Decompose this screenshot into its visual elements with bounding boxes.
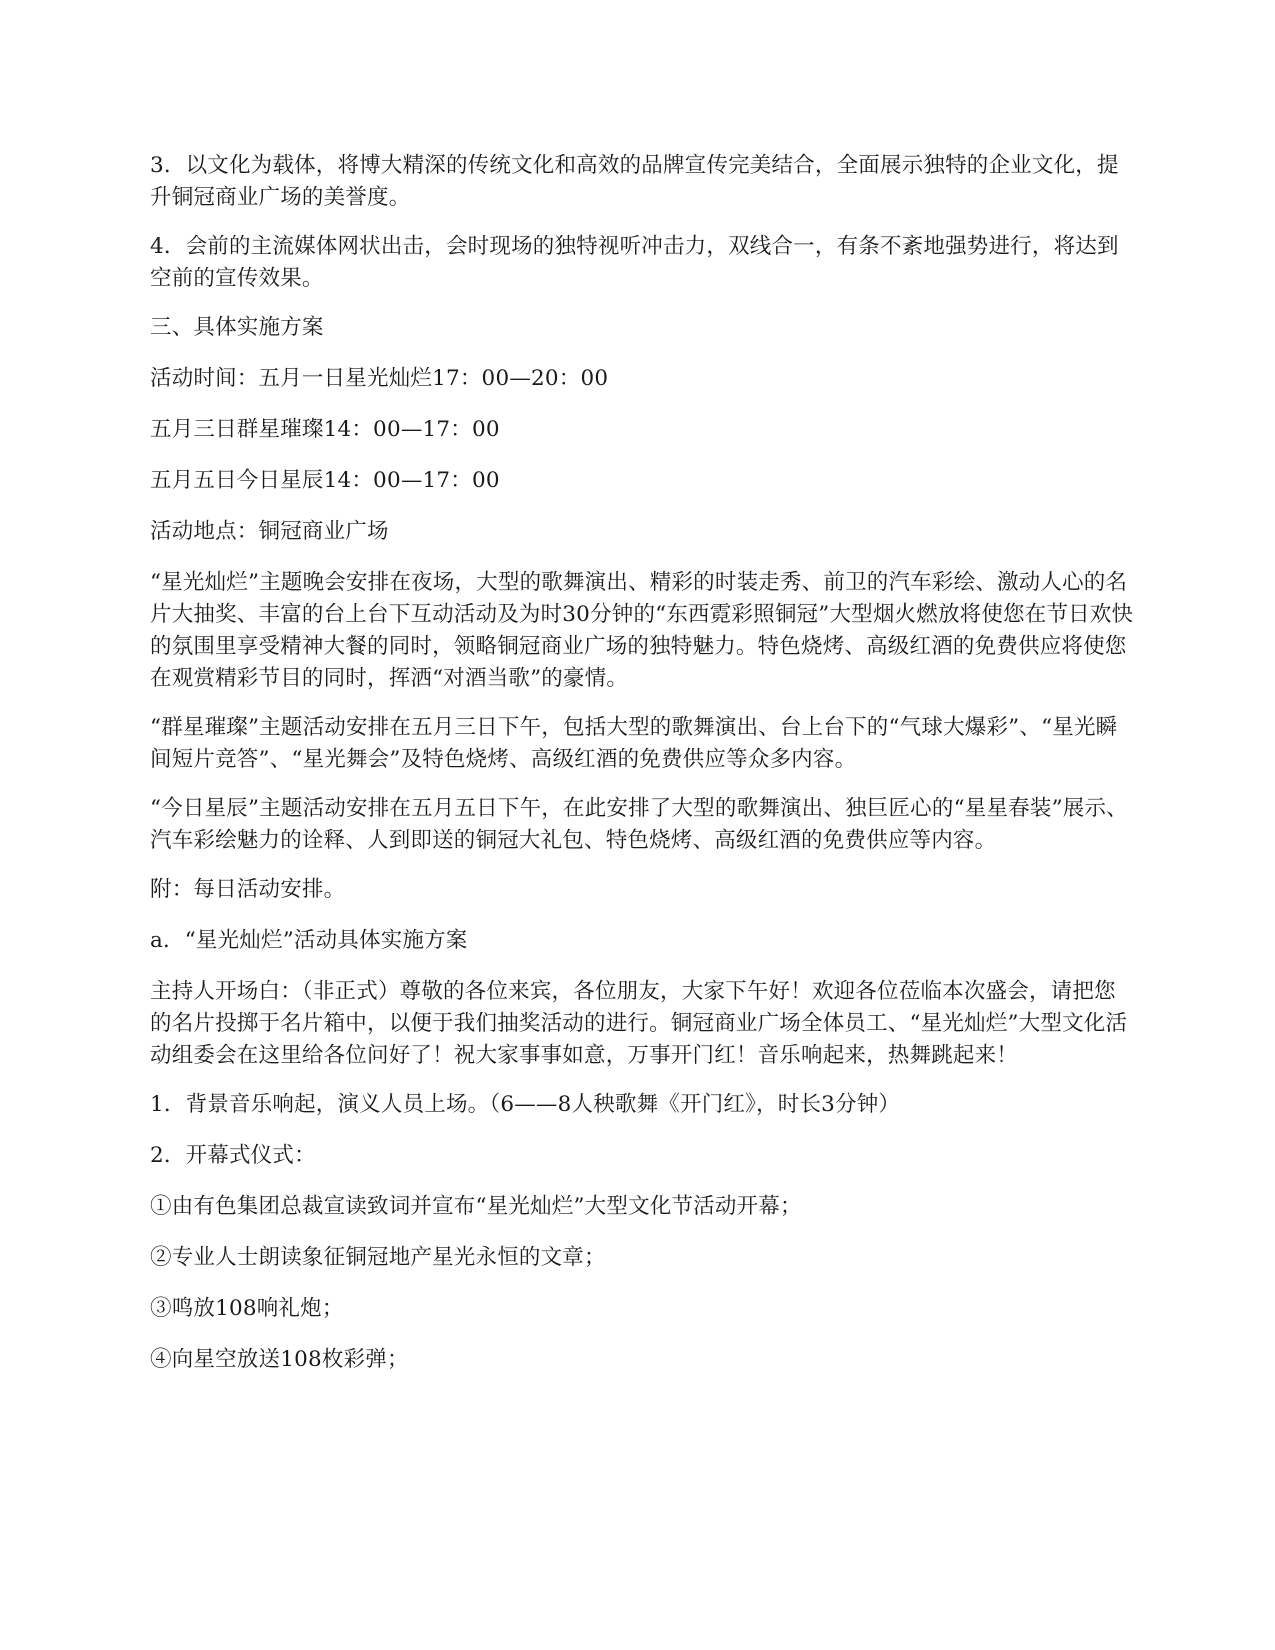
paragraph-stars-brilliant: “群星璀璨”主题活动安排在五月三日下午，包括大型的歌舞演出、台上台下的“气球大爆彩”、“星光瞬间短片竞答”、“星光舞会”及特色烧烤、高级红酒的免费供应等众多内容。 xyxy=(150,715,1118,772)
activity-time-2: 五月三日群星璀璨14：00—17：00 xyxy=(150,417,500,442)
activity-time-3: 五月五日今日星辰14：00—17：00 xyxy=(150,468,500,493)
paragraph-goal-4: 4．会前的主流媒体网状出击，会时现场的独特视听冲击力，双线合一，有条不紊地强势进行，将达到空前的宣传效果。 xyxy=(150,234,1119,291)
ceremony-item-2: ②专业人士朗读象征铜冠地产星光永恒的文章； xyxy=(150,1245,606,1270)
sub-plan-heading: a．“星光灿烂”活动具体实施方案 xyxy=(150,928,468,953)
activity-time-1: 活动时间：五月一日星光灿烂17：00—20：00 xyxy=(150,366,609,391)
paragraph-goal-3: 3．以文化为载体，将博大精深的传统文化和高效的品牌宣传完美结合，全面展示独特的企业文化，提升铜冠商业广场的美誉度。 xyxy=(150,153,1119,210)
appendix-note: 附：每日活动安排。 xyxy=(150,877,346,902)
step-2: 2．开幕式仪式： xyxy=(150,1143,316,1168)
activity-location: 活动地点：铜冠商业广场 xyxy=(150,519,389,544)
document-page xyxy=(150,150,1135,1395)
step-1: 1．背景音乐响起，演义人员上场。（6——8人秧歌舞《开门红》，时长3分钟） xyxy=(150,1092,901,1117)
paragraph-evening-gala: “星光灿烂”主题晚会安排在夜场，大型的歌舞演出、精彩的时装走秀、前卫的汽车彩绘、激动人心的名片大抽奖、丰富的台上台下互动活动及为时30分钟的“东西霓彩照铜冠”大型烟火燃放将使您在节日欢快的氛围里享受精神大餐的同时，领略铜冠商业广场的独特魅力。特色烧烤、高级红酒的免费供应将使您在观赏精彩节目的同时，挥洒“对酒当歌”的豪情。 xyxy=(150,570,1134,691)
section-heading: 三、具体实施方案 xyxy=(150,315,324,340)
paragraph-stars-today: “今日星辰”主题活动安排在五月五日下午，在此安排了大型的歌舞演出、独巨匠心的“星星春装”展示、汽车彩绘魅力的诠释、人到即送的铜冠大礼包、特色烧烤、高级红酒的免费供应等内容。 xyxy=(150,796,1128,853)
ceremony-item-4: ④向星空放送108枚彩弹； xyxy=(150,1347,409,1372)
host-opening-speech: 主持人开场白：（非正式）尊敬的各位来宾，各位朋友，大家下午好！欢迎各位莅临本次盛会，请把您的名片投掷于名片箱中，以便于我们抽奖活动的进行。铜冠商业广场全体员工、“星光灿烂”大型文化活动组委会在这里给各位问好了！祝大家事事如意，万事开门红！音乐响起来，热舞跳起来！ xyxy=(150,979,1128,1068)
ceremony-item-1: ①由有色集团总裁宣读致词并宣布“星光灿烂”大型文化节活动开幕； xyxy=(150,1194,802,1219)
ceremony-item-3: ③鸣放108响礼炮； xyxy=(150,1296,344,1321)
